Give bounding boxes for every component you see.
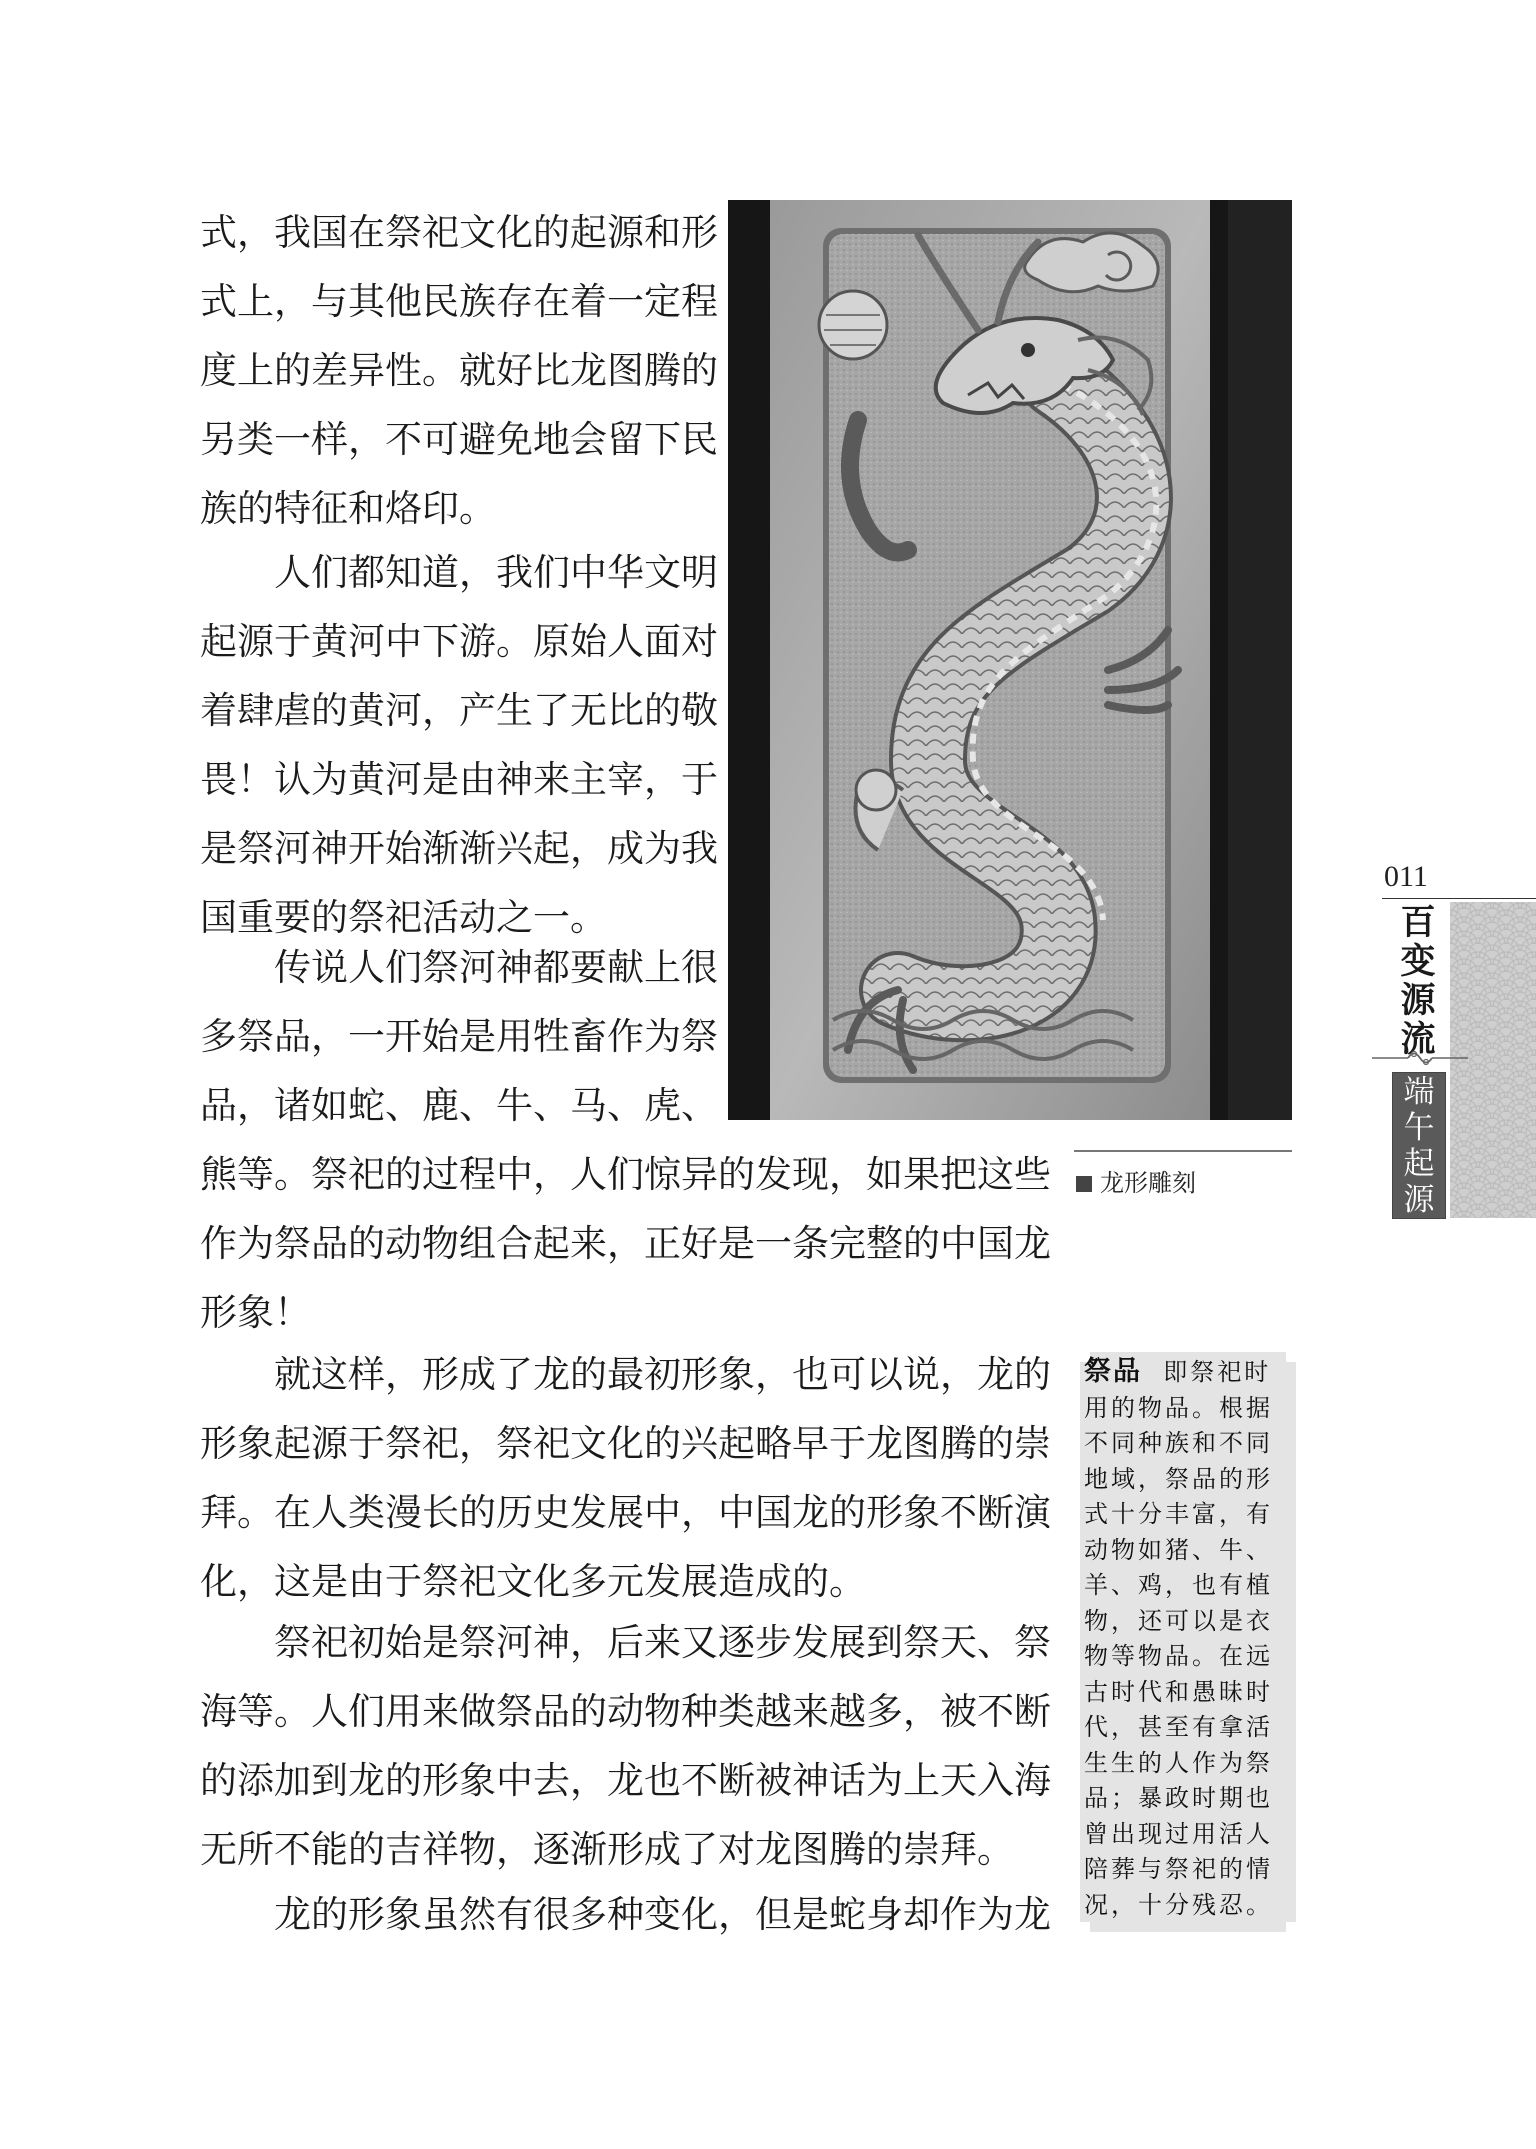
note-term: 祭品 xyxy=(1084,1356,1142,1387)
note-line: 况，十分残忍。 xyxy=(1084,1890,1273,1919)
text-line: 的添加到龙的形象中去，龙也不断被神话为上天入海 xyxy=(200,1759,1051,1802)
note-first-line xyxy=(1084,1354,1294,1391)
note-line: 地域，祭品的形 xyxy=(1084,1464,1273,1493)
text-line: 族的特征和烙印。 xyxy=(200,487,496,530)
text-line: 作为祭品的动物组合起来，正好是一条完整的中国龙 xyxy=(200,1222,1051,1265)
text-line: 是祭河神开始渐渐兴起，成为我 xyxy=(200,827,718,870)
dragon-carving-illustration xyxy=(728,200,1292,1120)
note-line: 曾出现过用活人 xyxy=(1084,1819,1273,1848)
photo-caption xyxy=(1076,1168,1196,1198)
text-line: 海等。人们用来做祭品的动物种类越来越多，被不断 xyxy=(200,1690,1051,1733)
text-line: 品，诸如蛇、鹿、牛、马、虎、 xyxy=(200,1084,718,1127)
note-corner xyxy=(1080,1922,1090,1932)
note-line: 生生的人作为祭 xyxy=(1084,1748,1273,1777)
paragraph-1 xyxy=(200,198,718,543)
text-line: 畏！认为黄河是由神来主宰，于 xyxy=(200,758,718,801)
book-title-char: 百 xyxy=(1400,903,1436,943)
note-line: 羊、鸡，也有植 xyxy=(1084,1571,1273,1599)
note-line: 品；暴政时期也 xyxy=(1084,1784,1273,1812)
paragraph-4 xyxy=(200,1340,1051,1616)
note-line: 代，甚至有拿活 xyxy=(1084,1713,1273,1741)
text-line: 国重要的祭祀活动之一。 xyxy=(200,896,607,939)
book-title-char: 源 xyxy=(1400,981,1436,1021)
text-line: 形象起源于祭祀，祭祀文化的兴起略早于龙图腾的崇 xyxy=(200,1422,1051,1465)
text-line: 着肆虐的黄河，产生了无比的敬 xyxy=(200,689,718,732)
caption-text: 龙形雕刻 xyxy=(1100,1169,1196,1197)
text-line: 式，我国在祭祀文化的起源和形 xyxy=(200,211,718,254)
chapter-char: 端 xyxy=(1403,1074,1435,1110)
text-line: 传说人们祭河神都要献上很 xyxy=(274,946,718,989)
chapter-char: 起 xyxy=(1403,1146,1435,1182)
note-line: 陪葬与祭祀的情 xyxy=(1084,1855,1273,1883)
text-line: 熊等。祭祀的过程中，人们惊异的发现，如果把这些 xyxy=(200,1153,1051,1196)
note-line: 物，还可以是衣 xyxy=(1084,1606,1273,1635)
chapter-label-vertical xyxy=(1392,1072,1446,1219)
note-line: 动物如猪、牛、 xyxy=(1084,1535,1273,1564)
note-line: 不同种族和不同 xyxy=(1084,1429,1273,1457)
note-text xyxy=(1084,1354,1294,1923)
text-line: 龙的形象虽然有很多种变化，但是蛇身却作为龙 xyxy=(274,1893,1051,1936)
book-title-char: 流 xyxy=(1400,1020,1436,1060)
note-line: 式十分丰富，有 xyxy=(1084,1500,1273,1528)
text-line: 另类一样，不可避免地会留下民 xyxy=(200,418,718,461)
text-line: 起源于黄河中下游。原始人面对 xyxy=(200,620,718,663)
paragraph-5 xyxy=(200,1608,1051,1884)
text-line: 祭祀初始是祭河神，后来又逐步发展到祭天、祭 xyxy=(274,1621,1051,1664)
chapter-char: 午 xyxy=(1403,1110,1435,1146)
text-line: 形象！ xyxy=(200,1291,311,1334)
scroll-ornament-icon xyxy=(1370,1046,1470,1070)
page-number-divider xyxy=(1382,898,1536,899)
note-line: 古时代和愚昧时 xyxy=(1084,1677,1273,1706)
caption-square-icon xyxy=(1076,1176,1092,1192)
chapter-char: 源 xyxy=(1403,1182,1435,1218)
text-line: 度上的差异性。就好比龙图腾的 xyxy=(200,349,718,392)
text-line: 式上，与其他民族存在着一定程 xyxy=(200,280,718,323)
text-line: 无所不能的吉祥物，逐渐形成了对龙图腾的崇拜。 xyxy=(200,1828,1014,1871)
dragon-carving-photo xyxy=(728,200,1292,1120)
text-line: 拜。在人类漫长的历史发展中，中国龙的形象不断演 xyxy=(200,1491,1051,1534)
text-line: 多祭品，一开始是用牲畜作为祭 xyxy=(200,1015,718,1058)
note-corner xyxy=(1286,1922,1296,1932)
paragraph-2 xyxy=(200,538,718,952)
paragraph-6 xyxy=(200,1880,1051,1949)
note-first-text: 即祭祀时 xyxy=(1163,1358,1272,1386)
note-line: 用的物品。根据 xyxy=(1084,1393,1273,1422)
book-title-vertical xyxy=(1390,904,1446,1060)
book-title-char: 变 xyxy=(1400,942,1436,982)
note-line: 物等物品。在远 xyxy=(1084,1642,1273,1670)
text-line: 人们都知道，我们中华文明 xyxy=(274,551,718,594)
text-line: 就这样，形成了龙的最初形象，也可以说，龙的 xyxy=(274,1353,1051,1396)
text-line: 化，这是由于祭祀文化多元发展造成的。 xyxy=(200,1560,866,1603)
caption-divider xyxy=(1074,1150,1292,1152)
page-number: 011 xyxy=(1384,860,1428,893)
